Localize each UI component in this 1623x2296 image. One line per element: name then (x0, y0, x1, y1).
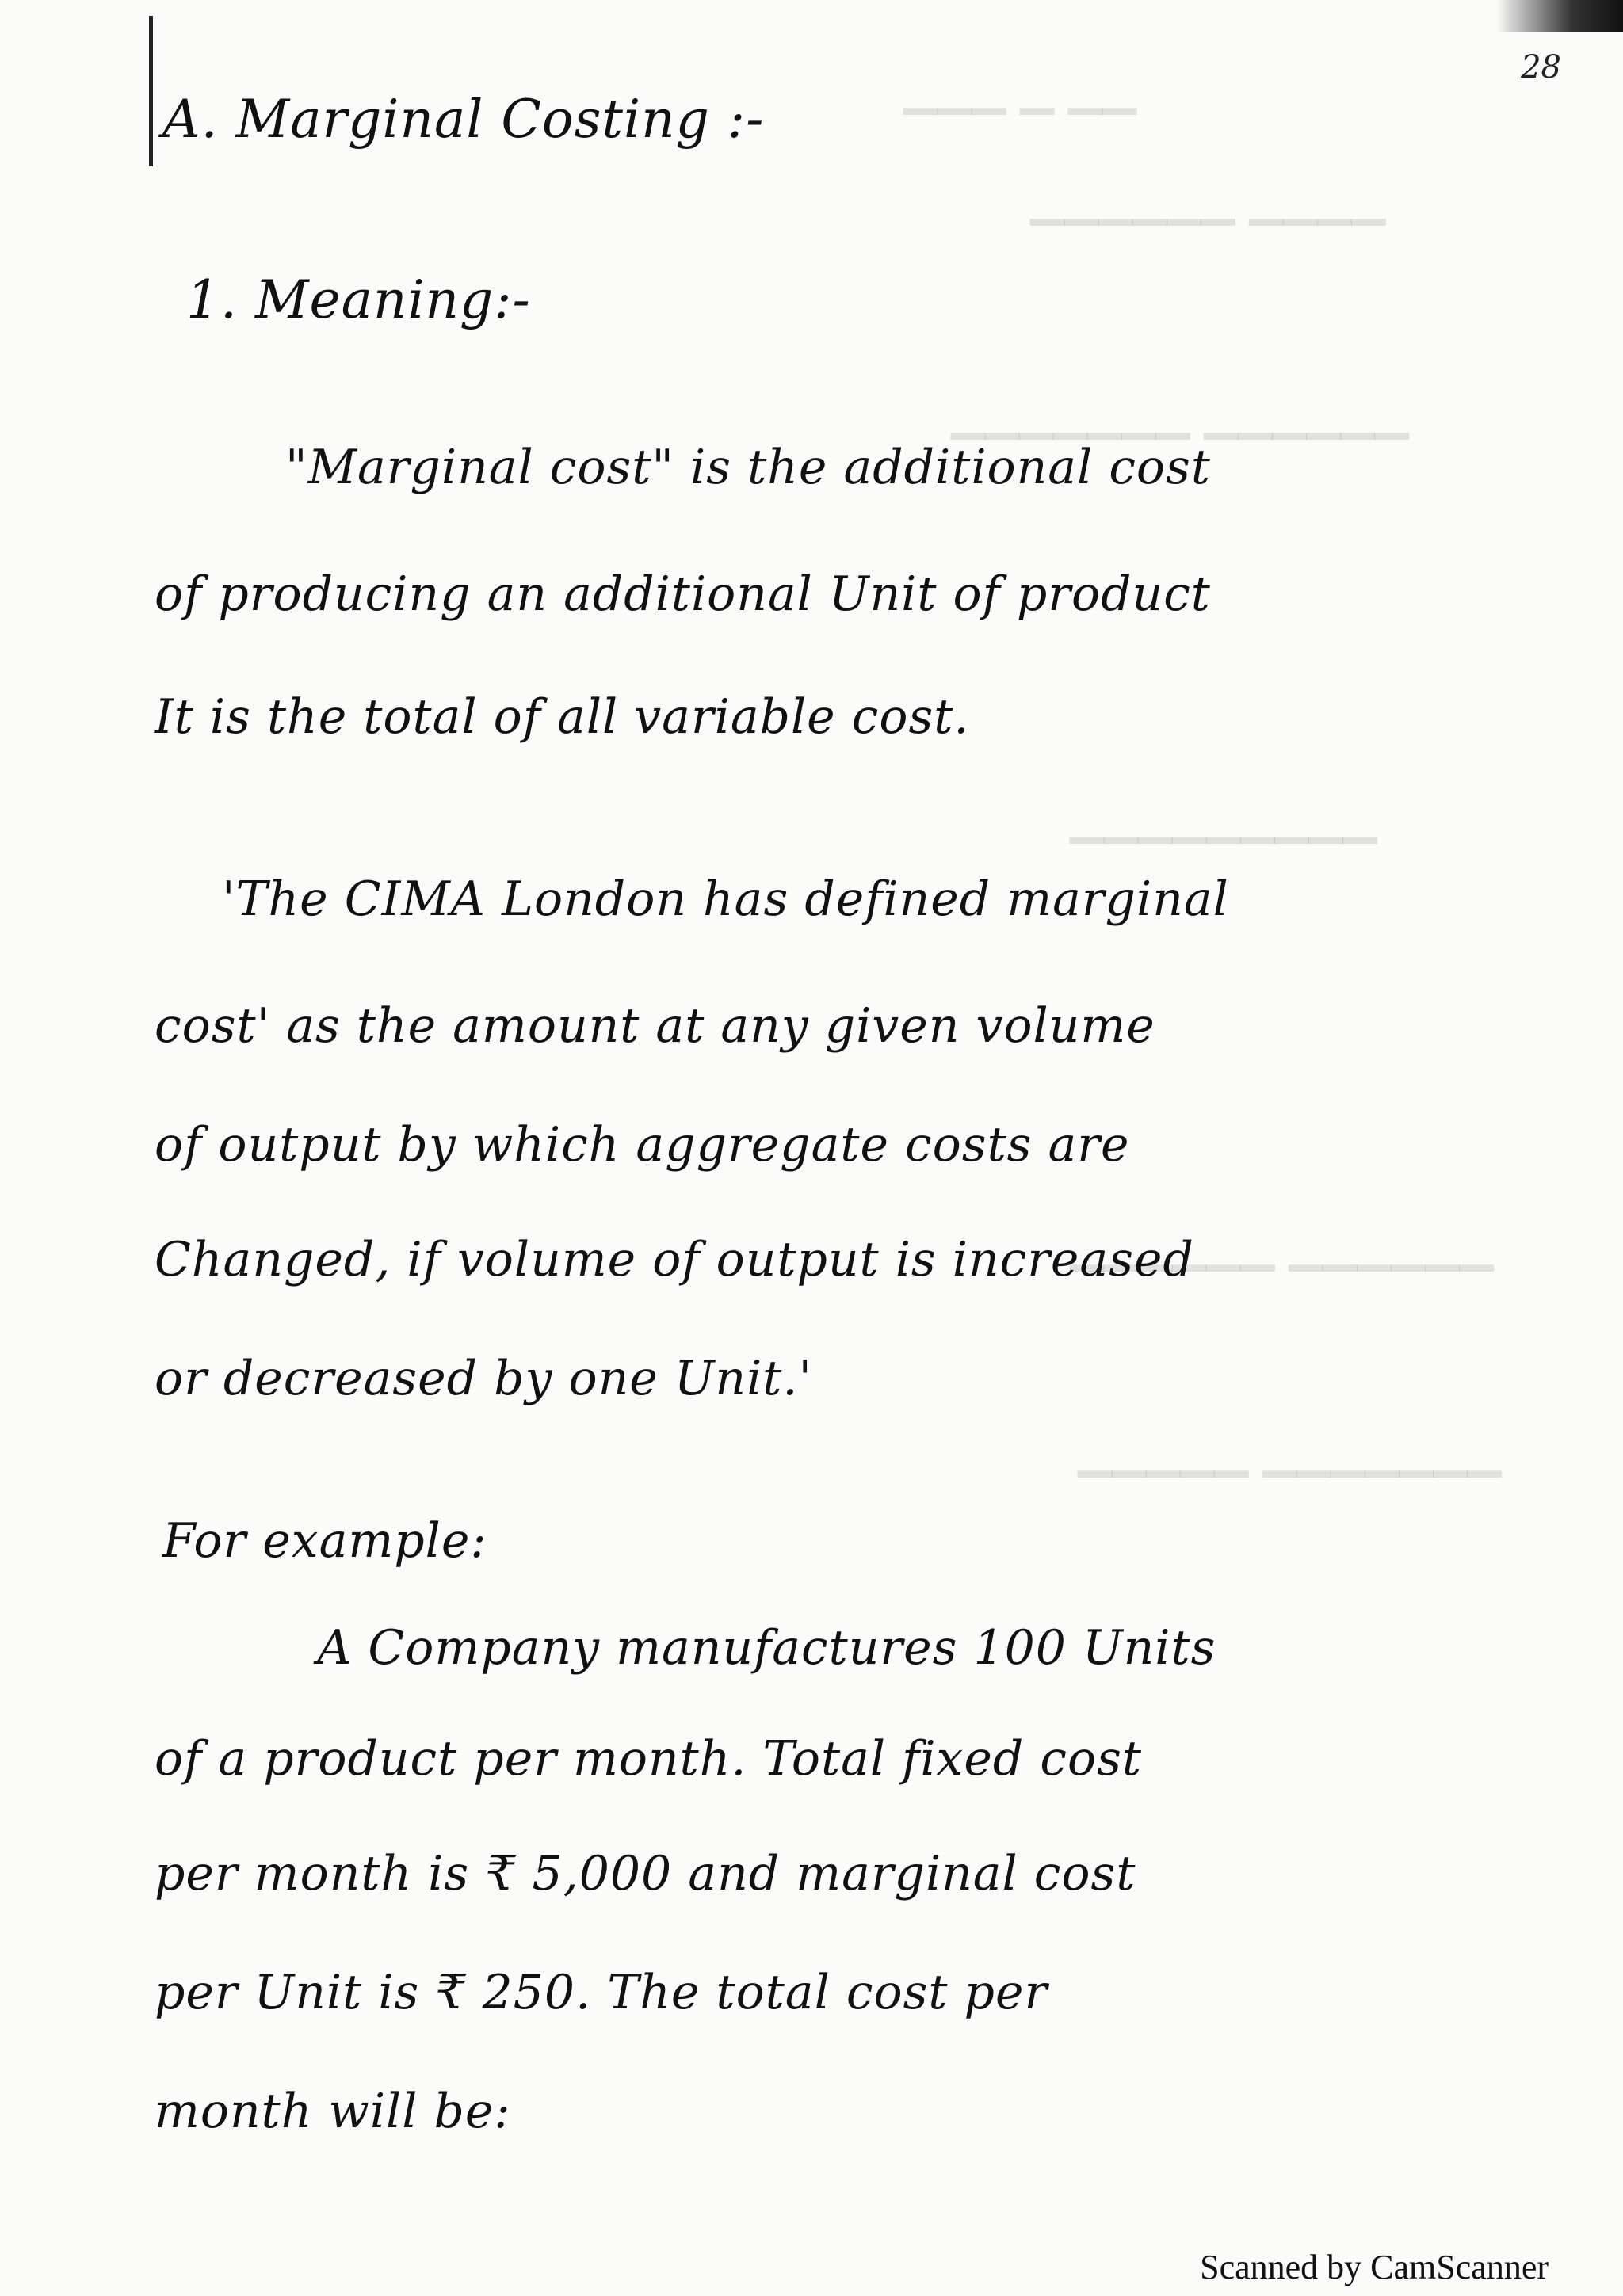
example-label: For example: (162, 1513, 487, 1569)
example-line-1: A Company manufactures 100 Units (317, 1620, 1216, 1676)
bleed-through-text: ▁▁▁▁▁▁ ▁▁▁▁ (1030, 174, 1386, 226)
bleed-through-text: ▁▁▁▁▁▁ ▁▁▁▁▁▁ (1070, 1220, 1494, 1272)
cima-line-1: 'The CIMA London has defined marginal (222, 871, 1229, 927)
example-line-5: month will be: (155, 2084, 511, 2139)
bleed-through-text: ▁▁▁▁▁▁▁ ▁▁▁▁▁▁ (951, 388, 1409, 440)
page-margin-line (149, 16, 153, 166)
meaning-line-2: of producing an additional Unit of product (155, 566, 1211, 622)
scan-edge-shadow (1496, 0, 1623, 32)
example-line-3: per month is ₹ 5,000 and marginal cost (155, 1846, 1136, 1901)
scanner-watermark: Scanned by CamScanner (1200, 2248, 1549, 2286)
bleed-through-text: ▁▁▁ ▁ ▁▁ (903, 63, 1136, 115)
bleed-through-text: ▁▁▁▁▁▁▁▁▁ (1070, 792, 1377, 844)
cima-line-5: or decreased by one Unit.' (155, 1351, 812, 1406)
example-line-4: per Unit is ₹ 250. The total cost per (155, 1965, 1048, 2020)
example-line-2: of a product per month. Total fixed cost (155, 1731, 1143, 1787)
section-heading: A. Marginal Costing :- (162, 89, 765, 150)
meaning-line-1: "Marginal cost" is the additional cost (285, 440, 1211, 495)
page-number: 28 (1521, 49, 1561, 86)
cima-line-4: Changed, if volume of output is increased (155, 1232, 1194, 1287)
bleed-through-text: ▁▁▁▁▁ ▁▁▁▁▁▁▁ (1078, 1426, 1502, 1478)
meaning-line-3: It is the total of all variable cost. (155, 689, 970, 745)
cima-line-3: of output by which aggregate costs are (155, 1117, 1130, 1173)
cima-line-2: cost' as the amount at any given volume (155, 998, 1155, 1054)
subsection-heading: 1. Meaning:- (186, 269, 531, 330)
